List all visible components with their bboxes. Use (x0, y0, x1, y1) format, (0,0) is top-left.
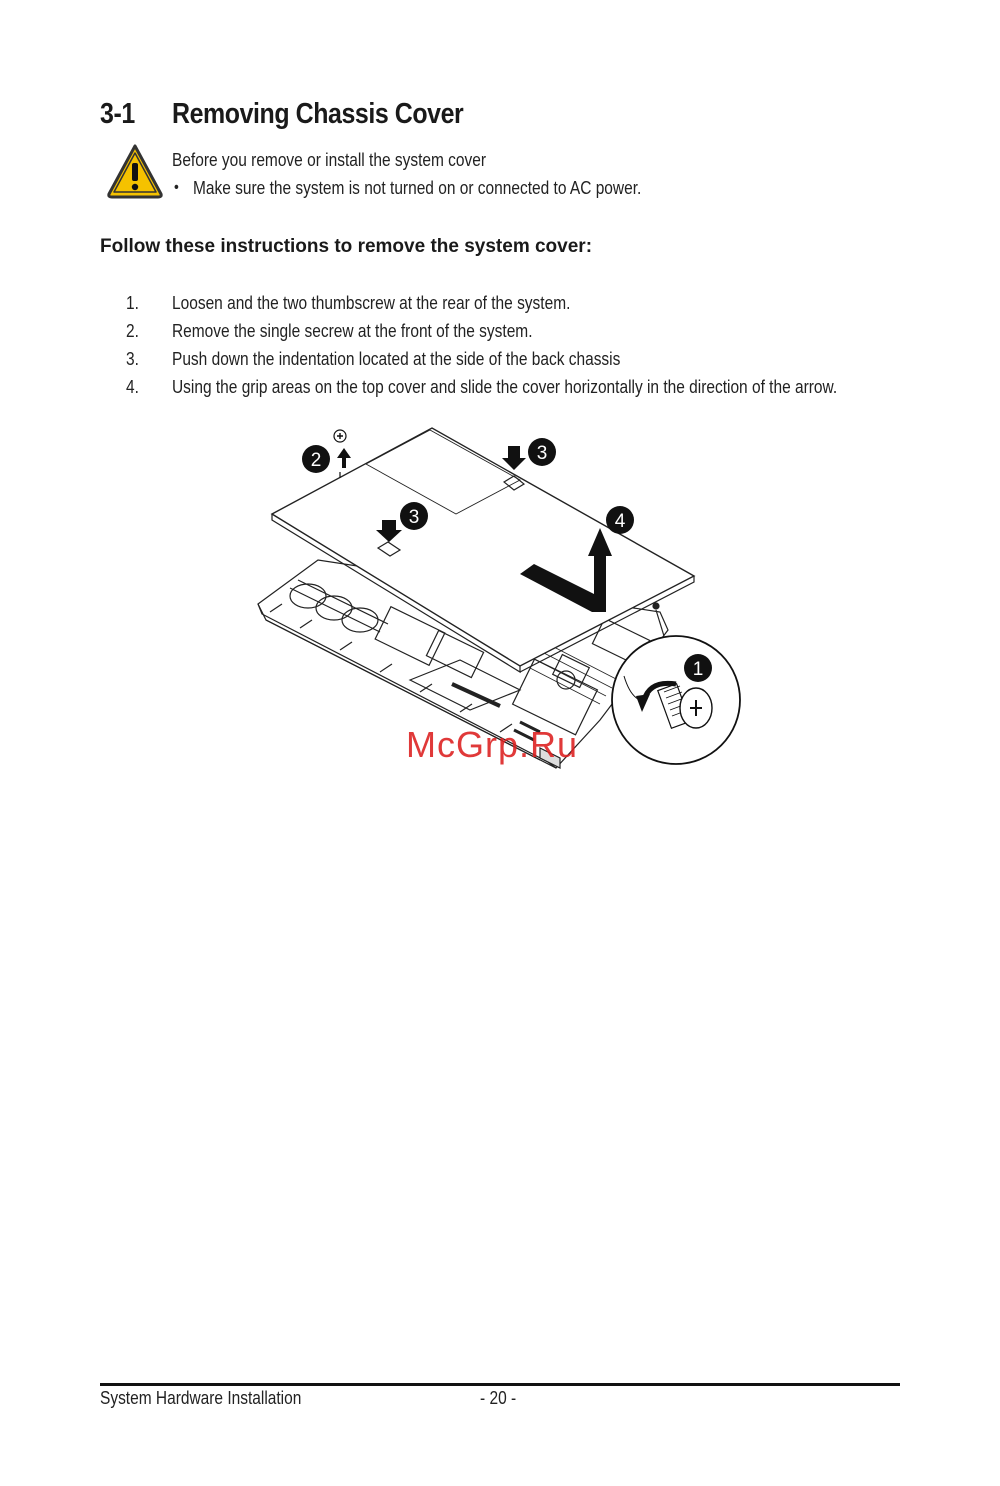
callout-2-label: 2 (310, 450, 322, 471)
callout-3-rear-label: 3 (536, 443, 548, 464)
step-number: 2. (126, 321, 139, 341)
section-number: 3-1 (100, 98, 135, 130)
step-text: Loosen and the two thumbscrew at the rear of the system. (172, 293, 571, 313)
section-title: Removing Chassis Cover (172, 98, 464, 130)
footer-page-number: - 20 - (480, 1388, 517, 1408)
step-number: 1. (126, 293, 139, 313)
step-text: Using the grip areas on the top cover and slide the cover horizontally in the direction of the arrow. (172, 377, 838, 397)
caution-bullet-text: Make sure the system is not turned on or connected to AC power. (193, 178, 642, 198)
callout-4-label: 4 (614, 511, 626, 532)
step-number: 4. (126, 377, 139, 397)
step-number: 3. (126, 349, 139, 369)
step-text: Remove the single secrew at the front of the system. (172, 321, 533, 341)
caution-warning-icon (106, 143, 164, 199)
watermark: McGrp.Ru (406, 724, 579, 765)
callout-1-label: 1 (692, 659, 704, 680)
step-text: Push down the indentation located at the side of the back chassis (172, 349, 621, 369)
caution-intro: Before you remove or install the system cover (172, 150, 487, 170)
callout-3-front-label: 3 (408, 507, 420, 528)
caution-bullet-mark: • (174, 179, 179, 196)
footer-section-name: System Hardware Installation (100, 1388, 302, 1408)
instructions-heading: Follow these instructions to remove the system cover: (100, 236, 593, 257)
footer-divider (100, 1383, 900, 1386)
